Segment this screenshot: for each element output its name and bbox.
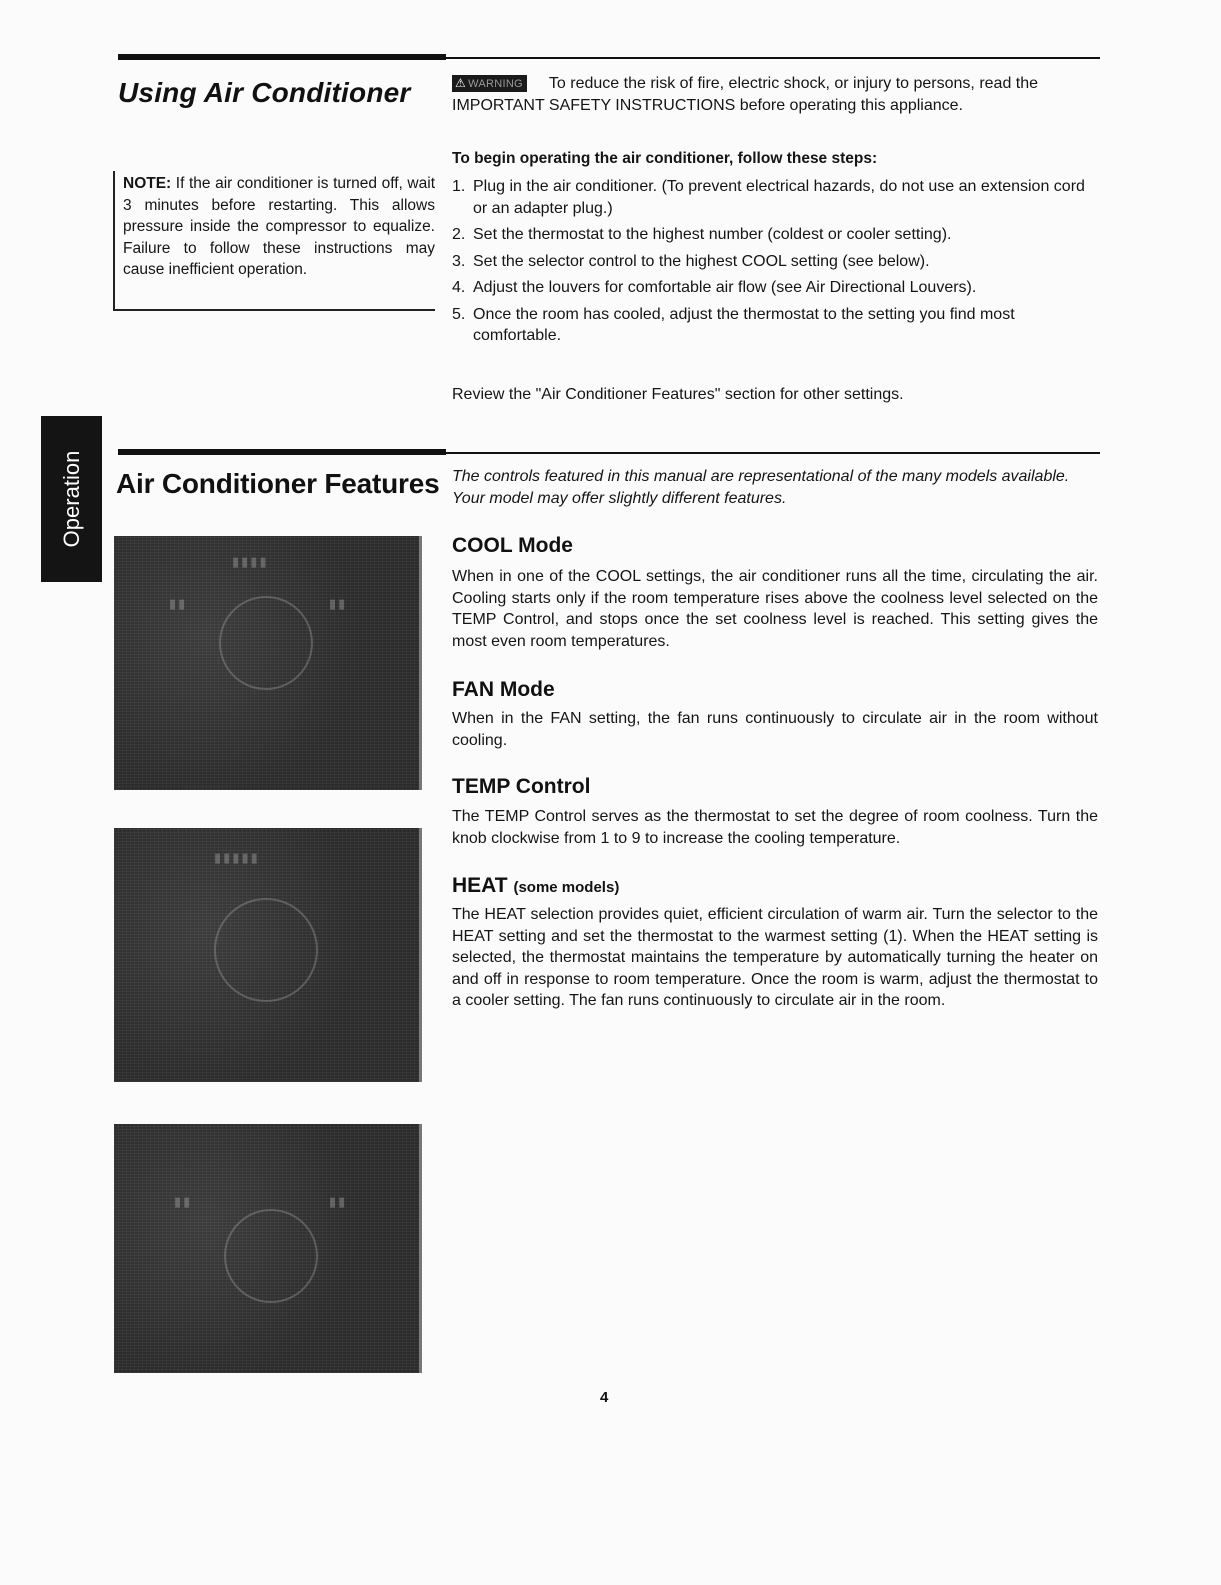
fan-mode-heading: FAN Mode <box>452 678 555 701</box>
step-text: Adjust the louvers for comfortable air flow (see Air Directional Louvers). <box>473 279 977 296</box>
section2-rule-thin <box>446 452 1100 454</box>
step-text: Set the thermostat to the highest number (coldest or cooler setting). <box>473 226 952 243</box>
step-item <box>452 224 1098 246</box>
section1-rule-thick <box>118 54 446 60</box>
warning-badge-label: WARNING <box>468 78 523 91</box>
step-item <box>452 304 1098 347</box>
control-panel-photo-2 <box>114 828 422 1082</box>
dial-markings-icon: ▮▮▮▮ <box>232 554 269 569</box>
step-item <box>452 251 1098 273</box>
dial-markings-icon: ▮▮ <box>329 596 348 611</box>
step-number: 1. <box>452 178 466 195</box>
control-panel-photo-1 <box>114 536 422 790</box>
step-number: 5. <box>452 305 466 323</box>
dial-markings-icon: ▮▮▮▮▮ <box>214 850 260 865</box>
step-number: 4. <box>452 279 466 296</box>
note-text: If the air conditioner is turned off, wait 3 minutes before restarting. This allows pressure inside the compressor to equalize. Failure to follow these instructions may cause inefficient operation. <box>123 175 435 278</box>
step-text: Plug in the air conditioner. (To prevent electrical hazards, do not use an extension cord or an adapter plug.) <box>473 178 1085 217</box>
section2-rule-thick <box>118 449 446 455</box>
heat-text: The HEAT selection provides quiet, efficient circulation of warm air. Turn the selector to the HEAT setting and set the thermostat to the warmest setting (1). When the HEAT setting is selected, the thermostat maintains the temperature by automatically turning the heater on and off in response to room temperature. Once the room is warm, adjust the thermostat to a cooler setting. The fan runs continuously to circulate air in the room. <box>452 906 1098 1009</box>
step-text: Once the room has cooled, adjust the thermostat to the setting you find most comfortable. <box>473 305 1015 344</box>
temp-control-text: The TEMP Control serves as the thermostat to set the degree of room coolness. Turn the knob clockwise from 1 to 9 to increase the cooling temperature. <box>452 808 1098 847</box>
features-intro: The controls featured in this manual are representational of the many models available. Your model may offer slightly different features. <box>452 468 1070 507</box>
heat-heading-label: HEAT <box>452 874 508 897</box>
dial-markings-icon: ▮▮ <box>174 1194 193 1209</box>
section1-title: Using Air Conditioner <box>118 77 411 108</box>
control-knob-icon <box>224 1209 318 1303</box>
warning-text: To reduce the risk of fire, electric shock, or injury to persons, read the IMPORTANT SAFETY INSTRUCTIONS before operating this appliance. <box>452 75 1039 114</box>
step-item <box>452 176 1098 219</box>
review-note: Review the "Air Conditioner Features" section for other settings. <box>452 386 904 403</box>
temp-control-heading: TEMP Control <box>452 775 591 798</box>
steps-heading: To begin operating the air conditioner, follow these steps: <box>452 150 878 167</box>
section2-title: Air Conditioner Features <box>116 468 440 499</box>
step-item <box>452 277 1098 299</box>
note-label: NOTE: <box>123 175 172 192</box>
heat-heading-suffix: (some models) <box>513 879 620 896</box>
step-number: 2. <box>452 226 466 243</box>
control-panel-photo-3 <box>114 1124 422 1373</box>
note-box <box>113 171 435 311</box>
dial-markings-icon: ▮▮ <box>329 1194 348 1209</box>
cool-mode-heading: COOL Mode <box>452 534 573 557</box>
warning-badge <box>452 75 527 92</box>
side-tab-operation <box>41 416 102 582</box>
fan-mode-text: When in the FAN setting, the fan runs continuously to circulate air in the room without cooling. <box>452 710 1098 749</box>
section1-rule-thin <box>446 57 1100 59</box>
control-knob-icon <box>219 596 313 690</box>
page-number: 4 <box>600 1389 609 1406</box>
steps-list <box>452 176 1098 352</box>
warning-triangle-icon: ⚠ <box>455 76 467 91</box>
step-number: 3. <box>452 252 466 270</box>
step-text: Set the selector control to the highest COOL setting (see below). <box>473 252 930 270</box>
control-knob-icon <box>214 898 318 1002</box>
cool-mode-text: When in one of the COOL settings, the air conditioner runs all the time, circulating the air. Cooling starts only if the room temperature rises above the coolness level selected on the TEMP Control, and stops once the set coolness level is reached. This setting gives the most even room temperatures. <box>452 568 1098 650</box>
dial-markings-icon: ▮▮ <box>169 596 188 611</box>
side-tab-label: Operation <box>58 450 84 548</box>
warning-statement <box>452 73 1098 116</box>
heat-heading <box>452 874 619 898</box>
